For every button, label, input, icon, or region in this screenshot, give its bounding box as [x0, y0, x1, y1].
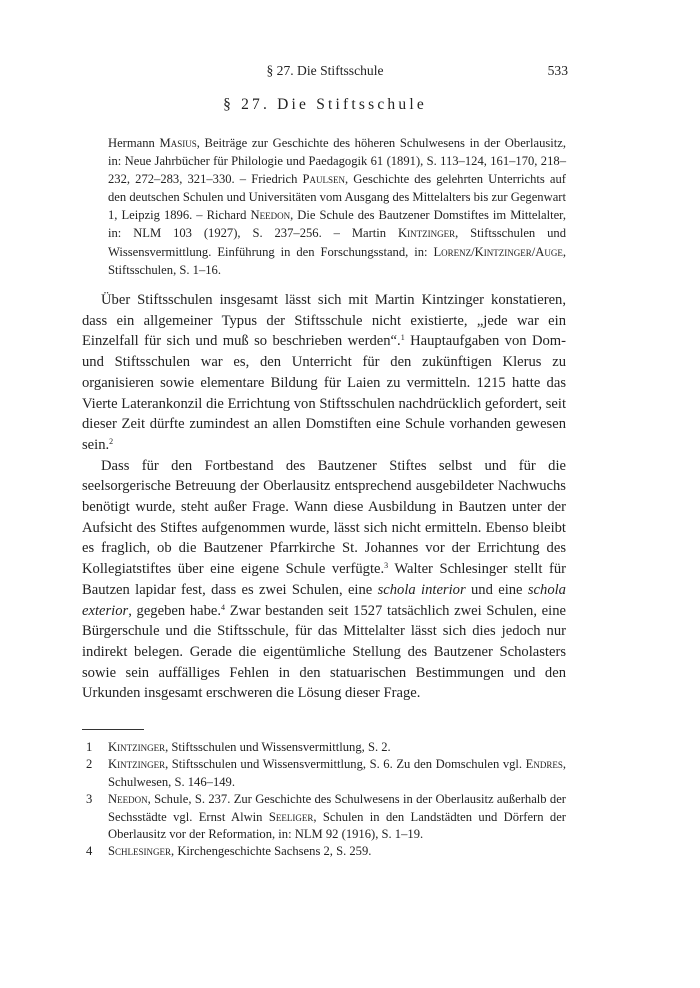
footnote-author: Kintzinger: [108, 740, 166, 754]
footnote: [82, 843, 566, 860]
bibliography-author: Needon: [250, 208, 291, 223]
bibliography-text: , Stiftsschulen und Wissensvermittlung. Einführung in den Forschungsstand, in:: [108, 226, 566, 259]
paragraph: [82, 456, 566, 704]
footnote-text: , Kirchengeschichte Sachsens 2, S. 259.: [171, 844, 372, 859]
footnotes: [82, 739, 566, 861]
paragraph-text: Zwar bestanden seit 1527 tatsächlich zwei Schulen, eine Bürgerschule und die Stiftsschule, für das Mittelalter lässt sich dies jedoch nur indirekt belegen. Gerade die eigentümliche Stellung des Bautzener Scholasters sowie sein auffälliges Fehlen in den statuarischen Bestimmungen und den Urkunden insgesamt erschweren die Lösung dieser Frage.: [82, 602, 566, 702]
footnote-text: , Stiftsschulen und Wissensvermittlung, S. 2.: [165, 740, 391, 754]
footnote-number: 4: [86, 844, 93, 859]
footnote-author: Endres: [525, 757, 563, 772]
running-head-title: § 27. Die Stiftsschule: [266, 63, 384, 78]
footnote-text: , Schulwesen, S. 146–149.: [108, 757, 566, 789]
footnote-number: 1: [86, 740, 93, 754]
footnote: [82, 791, 566, 843]
paragraph-text: Über Stiftsschulen insgesamt lässt sich mit Martin Kintzinger konstatieren, dass ein allgemeiner Typus der Stiftsschule nicht existierte, „jede war ein Einzelfall für sich und muß so beschrieben werden“.: [82, 292, 566, 350]
paragraph-text: Walter Schlesinger stellt für Bautzen lapidar fest, dass es zwei Schulen, eine: [82, 561, 566, 598]
paragraph-text: Hauptaufgaben von Dom- und Stiftsschulen war es, den Unterricht für den zukünftigen Klerus zu organisieren sowie elementare Bildung für Laien zu vermitteln. 1215 hatte das Vierte Laterankonzil die Errichtung von Stiftsschulen nachdrücklich gefordert, seit dieser Zeit dürfte zumindest an allen Domstiften eine Schule vorhanden gewesen sein.: [82, 333, 566, 453]
paragraph-text: , gegeben habe.: [128, 602, 222, 619]
footnote-ref[interactable]: 4: [221, 602, 226, 612]
page-number: 533: [547, 63, 568, 78]
paragraph-text: und eine: [465, 581, 528, 598]
latin-term: schola exterior: [82, 581, 566, 619]
bibliography-author: Masius: [159, 136, 197, 150]
footnote-ref[interactable]: 3: [384, 561, 389, 571]
paragraph-text: Dass für den Fortbestand des Bautzener Stiftes selbst und für die seelsorgerische Betreuung der Oberlausitz entsprechend ausgebildeter Nachwuchs benötigt wurde, steht außer Frage. Wann diese Ausbildung in Bautzen unter der Aufsicht des Stiftes aufgenommen wurde, lässt sich nicht ermitteln. Ebenso bleibt es fraglich, ob die Bautzener Pfarrkirche St. Johannes vor der Errichtung des Kollegiatstiftes über eine eigene Schule verfügte.: [82, 457, 566, 578]
bibliography-text: , Stiftsschulen, S. 1–16.: [108, 244, 566, 277]
bibliography-text: Hermann: [108, 136, 160, 150]
bibliography-author: Paulsen: [302, 172, 345, 187]
footnote: [82, 756, 566, 791]
footnote-number: 2: [86, 757, 93, 772]
footnote-ref[interactable]: 1: [400, 333, 405, 343]
paragraph: [82, 290, 566, 456]
bibliography-text: , Die Schule des Bautzener Domstiftes im Mittelalter, in: NLM 103 (1927), S. 237–256. – Martin: [108, 208, 567, 241]
footnote-author: Seeliger: [268, 809, 314, 824]
footnote-divider: [82, 729, 144, 730]
bibliography-text: , Geschichte des gelehrten Unterrichts auf den deutschen Schulen und Universitäten vom Ausgang des Mittelalters bis zur Gegenwart 1, Leipzig 1896. – Richard: [108, 172, 566, 223]
footnote-author: Schlesinger: [108, 844, 172, 859]
bibliography-text: , Beiträge zur Geschichte des höheren Schulwesens in der Oberlausitz, in: Neue Jahrbücher für Philologie und Paedagogik 61 (1891), S. 113–124, 161–170, 218–232, 272–283, 321–330. – Friedrich: [108, 136, 566, 187]
footnote-text: , Schulen in den Landstädten und Dörfern der Oberlausitz vor der Reformation, in: NLM 92 (1916), S. 1–19.: [108, 809, 566, 842]
bibliography-block: [108, 134, 566, 279]
footnote-ref[interactable]: 2: [109, 436, 114, 446]
running-head: [82, 63, 568, 81]
footnote-author: Kintzinger: [108, 757, 166, 772]
footnote-text: , Stiftsschulen und Wissensvermittlung, S. 6. Zu den Domschulen vgl.: [165, 757, 526, 772]
bibliography-author: Lorenz/Kintzinger/Auge: [433, 244, 563, 259]
body-text: [82, 290, 566, 704]
latin-term: schola interior: [377, 581, 466, 598]
section-heading: § 27. Die Stiftsschule: [223, 96, 427, 113]
bibliography-author: Kintzinger: [398, 226, 456, 241]
footnote: [82, 739, 566, 756]
footnote-text: , Schule, S. 237. Zur Geschichte des Schulwesens in der Oberlausitz außerhalb der Sechsstädte vgl. Ernst Alwin: [108, 792, 566, 824]
footnote-number: 3: [86, 792, 93, 807]
footnote-author: Needon: [108, 792, 148, 807]
